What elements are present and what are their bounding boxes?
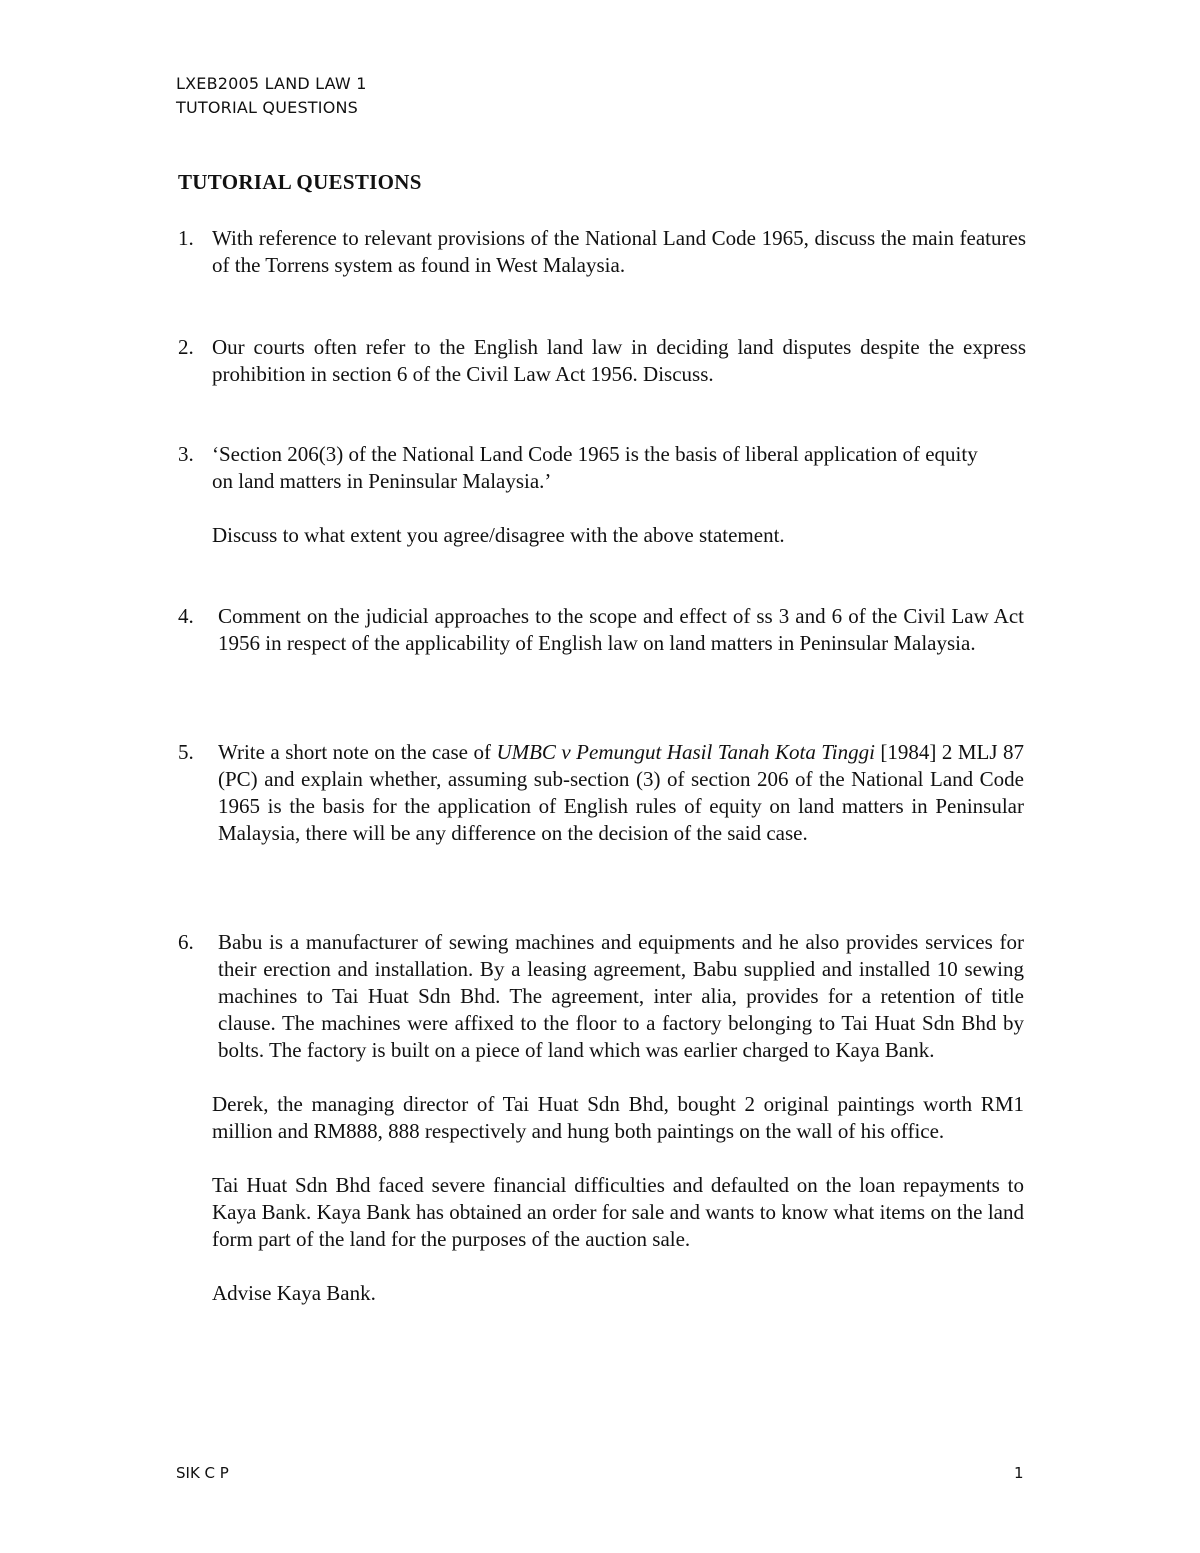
problem-facts-default: Tai Huat Sdn Bhd faced severe financial difficulties and defaulted on the loan repayments to Kaya Bank. Kaya Bank has obtained an order for sale and wants to know what items on the land form part of the land for the purposes of the auction sale. xyxy=(212,1173,1024,1251)
header-subtitle: TUTORIAL QUESTIONS xyxy=(176,98,359,117)
question-text: With reference to relevant provisions of the National Land Code 1965, discuss the main features of the Torrens system as found in West Malaysia. xyxy=(212,226,1026,277)
question-2 xyxy=(178,334,1026,388)
question-text-start: Write a short note on the case of xyxy=(218,740,497,764)
question-number: 5. xyxy=(178,740,194,764)
question-5 xyxy=(178,739,1024,847)
question-text xyxy=(218,739,1024,847)
question-number: 2. xyxy=(178,335,194,359)
question-text: Our courts often refer to the English land law in deciding land disputes despite the express prohibition in section 6 of the Civil Law Act 1956. Discuss. xyxy=(212,335,1026,386)
question-number: 1. xyxy=(178,226,194,250)
problem-facts-paintings: Derek, the managing director of Tai Huat Sdn Bhd, bought 2 original paintings worth RM1 million and RM888, 888 respectively and hung both paintings on the wall of his office. xyxy=(212,1092,1024,1143)
page-title: TUTORIAL QUESTIONS xyxy=(178,170,422,194)
page-number: 1 xyxy=(1014,1464,1024,1482)
problem-facts: Babu is a manufacturer of sewing machines and equipments and he also provides services for their erection and installation. By a leasing agreement, Babu supplied and installed 10 sewing machines to Tai Huat Sdn Bhd. The agreement, inter alia, provides for a retention of title clause. The machines were affixed to the floor to a factory belonging to Tai Huat Sdn Bhd by bolts. The factory is built on a piece of land which was earlier charged to Kaya Bank. xyxy=(218,930,1024,1062)
question-text-rest: [1984] 2 MLJ 87 (PC) and explain whether, assuming sub-section (3) of section 206 of the National Land Code 1965 is the basis for the application of English rules of equity on land matters in Peninsular Malaysia, there will be any difference on the decision of the said case. xyxy=(218,740,1024,845)
question-number: 6. xyxy=(178,930,194,954)
footer-author: SIK C P xyxy=(176,1464,229,1482)
course-code: LXEB2005 LAND LAW 1 xyxy=(176,74,367,93)
question-1 xyxy=(178,225,1026,279)
running-header xyxy=(176,72,367,120)
question-number: 4. xyxy=(178,604,194,628)
case-citation: UMBC v Pemungut Hasil Tanah Kota Tinggi xyxy=(496,740,875,764)
question-text: Comment on the judicial approaches to the scope and effect of ss 3 and 6 of the Civil Law Act 1956 in respect of the applicability of English law on land matters in Peninsular Malaysia. xyxy=(218,604,1024,655)
question-number: 3. xyxy=(178,442,194,466)
problem-instruction: Advise Kaya Bank. xyxy=(212,1281,376,1305)
question-4 xyxy=(178,603,1024,657)
question-text: ‘Section 206(3) of the National Land Code 1965 is the basis of liberal application of equity on land matters in Peninsular Malaysia.’ xyxy=(212,442,978,493)
question-6 xyxy=(178,929,1024,1307)
question-3 xyxy=(178,441,998,549)
question-instruction: Discuss to what extent you agree/disagree with the above statement. xyxy=(212,523,785,547)
